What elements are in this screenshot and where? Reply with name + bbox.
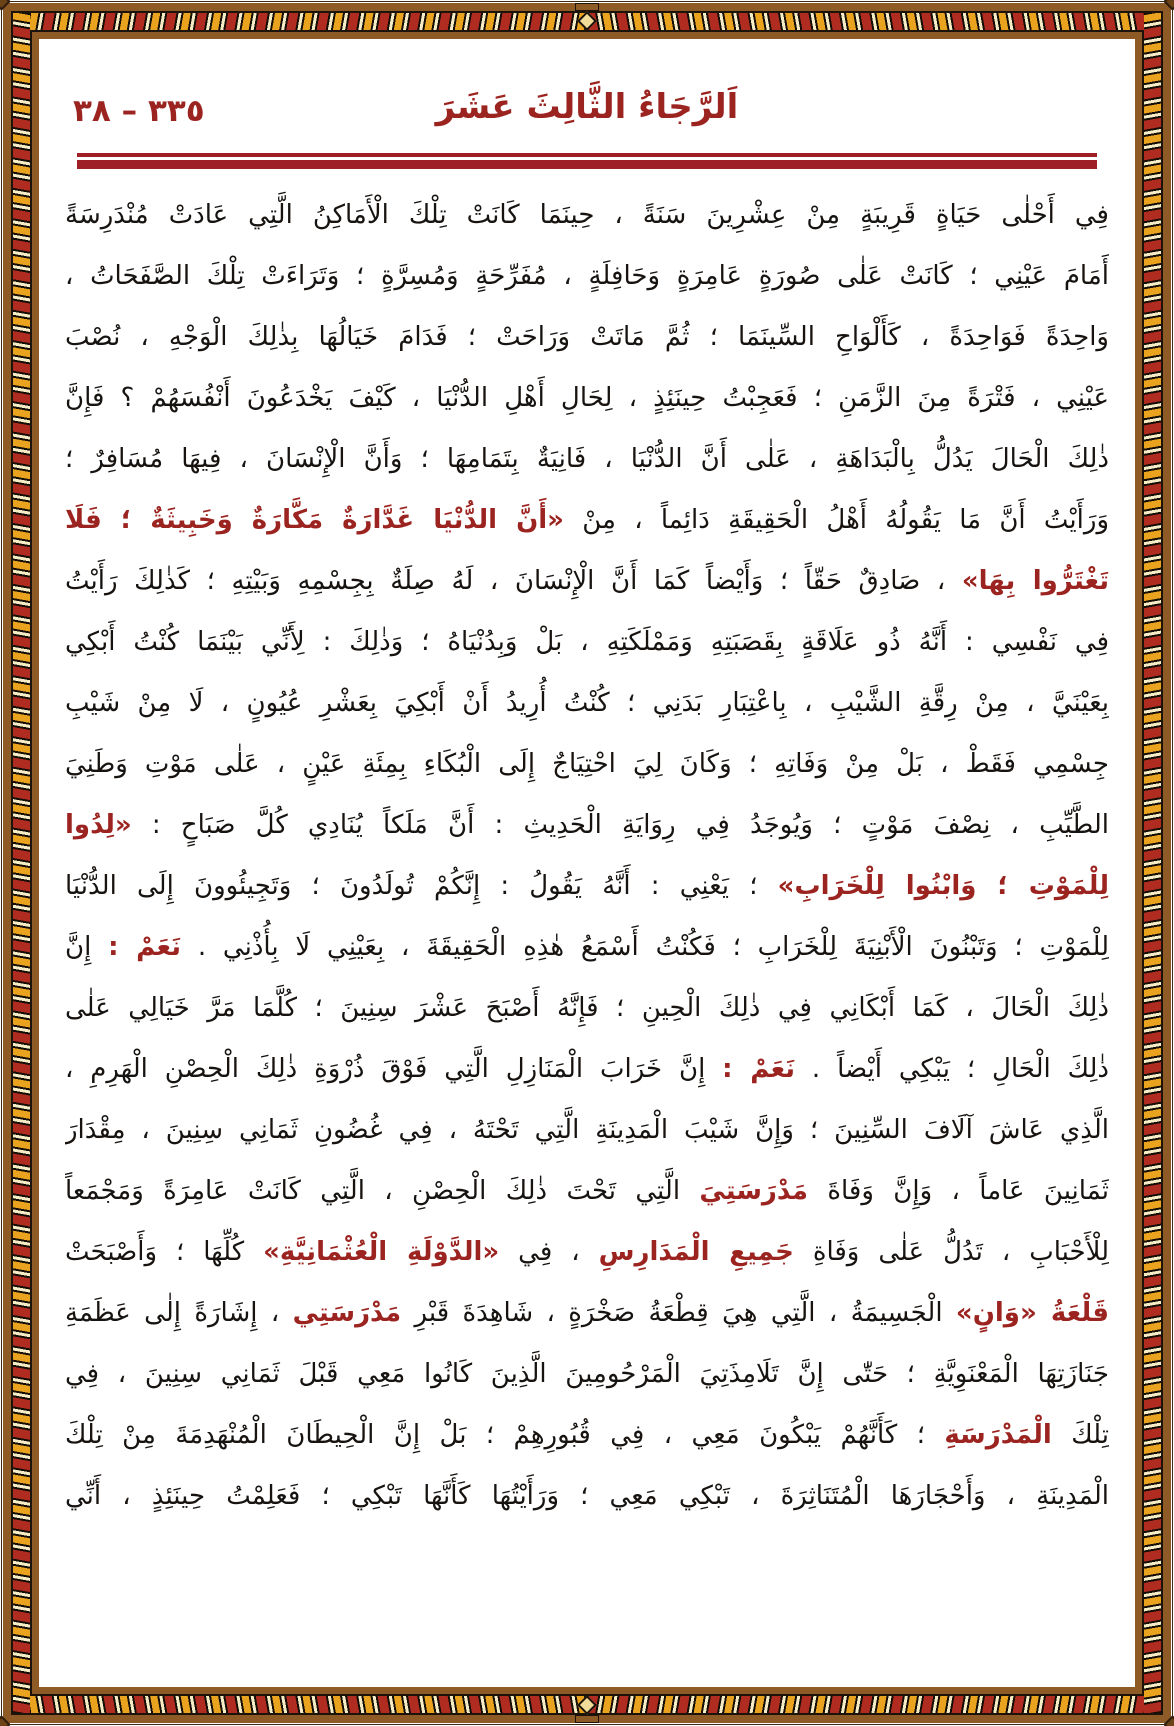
page-content — [39, 39, 1135, 1687]
emphasis-red-text: جَمِيعِ الْمَدَارِسِ — [598, 1237, 794, 1267]
body-text-run: لِلْأَحْبَابِ ، تَدُلُّ عَلٰى وَفَاةِ — [793, 1237, 1109, 1267]
text-line — [65, 1222, 1109, 1283]
text-line — [65, 429, 1109, 490]
frame-center-tab-top-outer — [575, 3, 599, 11]
chain-border-bottom-left — [13, 1696, 587, 1713]
body-text-run: وَرَأَيْتُ أَنَّ مَا يَقُولُهُ أَهْلُ الْحَقِيقَةِ دَائِماً ، مِنْ — [563, 505, 1109, 535]
emphasis-red-text: «لِدُوا — [65, 810, 132, 840]
emphasis-red-text: «الدَّوْلَةِ الْعُثْمَانِيَّةِ» — [263, 1237, 500, 1267]
body-text-run: ، صَادِقٌ حَقّاً ؛ وَأَيْضاً كَمَا أَنَّ الْإِنْسَانَ ، لَهُ صِلَةٌ بِجِسْمِهِ وَبَيْتِهِ ؛ كَذٰلِكَ رَأَيْتُ — [65, 566, 962, 596]
body-text-run: بِعَيْنَيَّ ، مِنْ رِقَّةِ الشَّيْبِ ، بِاعْتِبَارِ بَدَنِي ؛ كُنْتُ أُرِيدُ أَنْ أَبْكِيَ بِعَشْرِ عُيُونٍ ، لَا مِنْ شَيْبِ — [65, 688, 1109, 718]
body-text-run: جِسْمِي فَقَطْ ، بَلْ مِنْ وَفَاتِهِ ؛ وَكَانَ لِيَ احْتِيَاجٌ إِلَى الْبُكَاءِ بِمِئَةِ عَيْنٍ ، عَلٰى مَوْتِ وَطَنِيَ — [65, 749, 1109, 779]
body-text-run: جَنَازَتِهَا الْمَعْنَوِيَّةِ ؛ حَتّٰى إِنَّ تَلَامِذَتِيَ الْمَرْحُومِينَ الَّذِينَ كَانُوا مَعِي قَبْلَ ثَمَانِي سِنِينَ ، فِي — [65, 1359, 1109, 1389]
body-text-run: ذٰلِكَ الْحَالَ ، كَمَا أَبْكَانِي فِي ذٰلِكَ الْحِينِ ؛ فَإِنَّهُ أَصْبَحَ عَشْرَ سِنِينَ ؛ كُلَّمَا مَرَّ خَيَالِي عَلٰى — [65, 993, 1109, 1023]
frame-center-tab-bottom-outer — [575, 1715, 599, 1723]
body-text-run: لِلْمَوْتِ ؛ وَتَبْنُونَ الْأَبْنِيَةَ لِلْخَرَابِ ؛ فَكُنْتُ أَسْمَعُ هٰذِهِ الْحَقِيقَةَ ، بِعَيْنِي لَا بِأُذْنِي . — [181, 932, 1109, 962]
body-text-run: الَّتِي تَحْتَ ذٰلِكَ الْحِصْنِ ، الَّتِي كَانَتْ عَامِرَةً وَمَجْمَعاً — [65, 1176, 700, 1206]
body-text-run: فِي أَحْلٰى حَيَاةٍ قَرِيبَةٍ مِنْ عِشْرِينَ سَنَةً ، حِينَمَا كَانَتْ تِلْكَ الْأَمَاكِنُ الَّتِي عَادَتْ مُنْدَرِسَةً — [65, 200, 1109, 230]
body-text-run: الْمَدِينَةِ ، وَأَحْجَارَهَا الْمُتَنَاثِرَةَ ، تَبْكِي مَعِي ؛ وَرَأَيْتُهَا كَأَنَّهَا تَبْكِي ؛ فَعَلِمْتُ حِينَئِذٍ ، أَنِّي — [65, 1481, 1109, 1511]
chain-border-top-left — [13, 13, 587, 30]
page-header — [63, 47, 1111, 153]
text-line — [65, 734, 1109, 795]
body-text — [63, 185, 1111, 1527]
chain-border-top-right — [587, 13, 1161, 30]
emphasis-red-text: مَدْرَسَتِي — [292, 1298, 402, 1328]
text-line — [65, 1405, 1109, 1466]
text-line — [65, 368, 1109, 429]
emphasis-red-text: لِلْمَوْتِ ؛ وَابْنُوا لِلْخَرَابِ» — [777, 871, 1109, 901]
body-text-run: الطَّيِّبِ ، نِصْفَ مَوْتٍ ؛ وَيُوجَدُ فِي رِوَايَةِ الْحَدِيثِ : أَنَّ مَلَكاً يُنَادِي كُلَّ صَبَاحٍ : — [131, 810, 1109, 840]
text-line — [65, 1283, 1109, 1344]
text-line — [65, 978, 1109, 1039]
emphasis-red-text: الْمَدْرَسَةِ — [944, 1420, 1052, 1450]
emphasis-red-text: مَدْرَسَتِيَ — [699, 1176, 808, 1206]
body-text-run: ، إِشَارَةً إِلٰى عَظَمَةِ — [65, 1298, 293, 1328]
emphasis-red-text: تَغْتَرُّوا بِهَا» — [961, 566, 1109, 596]
text-line — [65, 551, 1109, 612]
body-text-run: أَمَامَ عَيْنِي ؛ كَانَتْ عَلٰى صُورَةٍ عَامِرَةٍ وَحَافِلَةٍ ، مُفَرِّحَةٍ وَمُسِرَّةٍ ؛ وَتَرَاءَتْ تِلْكَ الصَّفَحَاتُ ، — [65, 261, 1109, 291]
body-text-run: فِي نَفْسِي : أَنَّهُ ذُو عَلَاقَةٍ بِقَصَبَتِهِ وَمَمْلَكَتِهِ ، بَلْ وَبِدُنْيَاهُ ؛ وَذٰلِكَ : لِأَنِّي بَيْنَمَا كُنْتُ أَبْكِي — [65, 627, 1109, 657]
body-text-run: ذٰلِكَ الْحَالَ يَدُلُّ بِالْبَدَاهَةِ ، عَلٰى أَنَّ الدُّنْيَا ، فَانِيَةٌ بِتَمَامِهَا ؛ وَأَنَّ الْإِنْسَانَ ، فِيهَا مُسَافِرٌ ؛ — [65, 444, 1109, 474]
text-line — [65, 1161, 1109, 1222]
chain-border-bottom-right — [587, 1696, 1161, 1713]
page-number: ٣٣٥ – ٣٨ — [73, 93, 205, 129]
section-title: اَلرَّجَاءُ الثَّالِثَ عَشَرَ — [435, 87, 739, 127]
text-line — [65, 856, 1109, 917]
text-line — [65, 795, 1109, 856]
emphasis-red-text: نَعَمْ : — [722, 1054, 796, 1084]
body-text-run: الْجَسِيمَةُ ، الَّتِي هِيَ قِطْعَةُ صَخْرَةٍ ، شَاهِدَةَ قَبْرِ — [401, 1298, 956, 1328]
emphasis-red-text: «أَنَّ الدُّنْيَا غَدَّارَةٌ مَكَّارَةٌ وَخَبِيثَةٌ ؛ فَلَا — [65, 505, 564, 535]
body-text-run: ؛ كَأَنَّهُمْ يَبْكُونَ مَعِي ، فِي قُبُورِهِمْ ؛ بَلْ إِنَّ الْحِيطَانَ الْمُنْهَدِمَةَ مِنْ تِلْكَ — [65, 1420, 945, 1450]
text-line — [65, 1100, 1109, 1161]
text-line — [65, 1039, 1109, 1100]
body-text-run: إِنَّ خَرَابَ الْمَنَازِلِ الَّتِي فَوْقَ ذُرْوَةِ ذٰلِكَ الْحِصْنِ الْهَرِمِ ، — [65, 1054, 723, 1084]
text-line — [65, 490, 1109, 551]
body-text-run: ذٰلِكَ الْحَالِ ؛ يَبْكِي أَيْضاً . — [795, 1054, 1109, 1084]
text-line — [65, 612, 1109, 673]
text-line — [65, 673, 1109, 734]
text-line — [65, 1466, 1109, 1527]
text-line — [65, 185, 1109, 246]
body-text-run: ؛ يَعْنِي : أَنَّهُ يَقُولُ : إِنَّكُمْ تُولَدُونَ ؛ وَتَجِيئُوونَ إِلَى الدُّنْيَا — [65, 871, 778, 901]
emphasis-red-text: قَلْعَةُ «وَانٍ» — [955, 1298, 1109, 1328]
chain-border-right — [1144, 13, 1161, 1713]
emphasis-red-text: نَعَمْ : — [108, 932, 181, 962]
text-line — [65, 246, 1109, 307]
body-text-run: كُلِّهَا ؛ وَأَصْبَحَتْ — [65, 1237, 264, 1267]
body-text-run: ثَمَانِينَ عَاماً ، وَإِنَّ وَفَاةَ — [808, 1176, 1109, 1206]
text-line — [65, 1344, 1109, 1405]
body-text-run: الَّذِي عَاشَ آلَافَ السِّنِينَ ؛ وَإِنَّ شَيْبَ الْمَدِينَةِ الَّتِي تَحْتَهُ ، فِي غُضُونِ ثَمَانِي سِنِينَ ، مِقْدَارَ — [65, 1115, 1109, 1145]
body-text-run: تِلْكَ — [1051, 1420, 1109, 1450]
body-text-run: إِنَّ — [65, 932, 109, 962]
divider-thick-bar — [77, 160, 1097, 169]
text-line — [65, 917, 1109, 978]
body-text-run: عَيْنِي ، فَتْرَةً مِنَ الزَّمَنِ ؛ فَعَجِبْتُ حِينَئِذٍ ، لِحَالِ أَهْلِ الدُّنْيَا ، كَيْفَ يَخْدَعُونَ أَنْفُسَهُمْ ؟ فَإِنَّ — [65, 383, 1109, 413]
chain-border-left — [13, 13, 30, 1713]
header-divider — [77, 153, 1097, 169]
text-line — [65, 307, 1109, 368]
body-text-run: وَاحِدَةً فَوَاحِدَةً ، كَأَلْوَاحِ السِّينَمَا ؛ ثُمَّ مَاتَتْ وَرَاحَتْ ؛ فَدَامَ خَيَالُهَا بِذٰلِكَ الْوَجْهِ ، نُصْبَ — [65, 322, 1109, 352]
body-text-run: ، فِي — [499, 1237, 599, 1267]
